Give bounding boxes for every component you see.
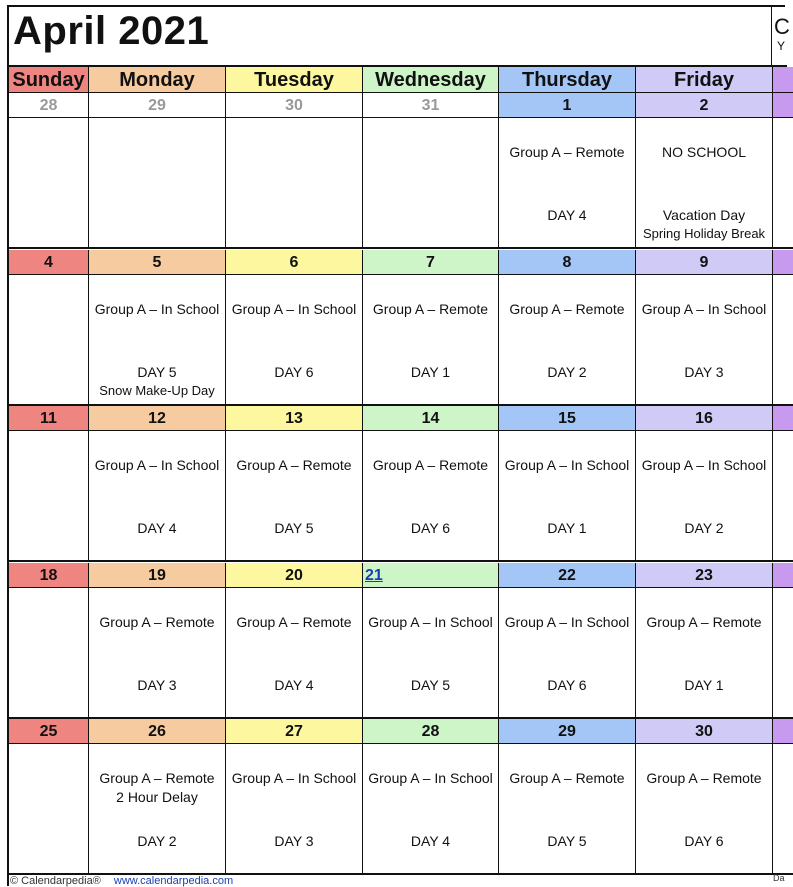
day-rotation: DAY 4 — [410, 833, 451, 849]
group-status: Group A – In School — [641, 457, 767, 473]
date-number: 13 — [226, 406, 363, 431]
date-link-21[interactable]: 21 — [365, 567, 383, 584]
group-status: Group A – Remote — [646, 770, 762, 786]
date-number: 28 — [363, 719, 499, 744]
group-status: Group A – Remote — [99, 770, 215, 786]
footer-copyright: © Calendarpedia® — [10, 875, 101, 887]
weekday-header-friday: Friday — [636, 67, 773, 93]
day-rotation: DAY 5 — [137, 364, 177, 380]
date-number: 26 — [89, 719, 226, 744]
saturday-partial-cell — [773, 406, 793, 431]
date-number: 28 — [9, 93, 89, 118]
date-number: 2 — [636, 93, 773, 118]
day-cell — [363, 431, 499, 562]
weekday-header-monday: Monday — [89, 67, 226, 93]
date-number: 11 — [9, 406, 89, 431]
day-rotation: DAY 5 — [547, 833, 587, 849]
group-status: Group A – In School — [504, 457, 630, 473]
day-rotation: DAY 3 — [137, 677, 177, 693]
group-status: NO SCHOOL — [661, 144, 746, 160]
day-cell — [9, 431, 89, 562]
group-status: Group A – Remote — [236, 614, 352, 630]
date-number: 12 — [89, 406, 226, 431]
date-number: 20 — [226, 563, 363, 588]
day-cell — [89, 118, 226, 249]
day-rotation: DAY 6 — [684, 833, 724, 849]
day-rotation: DAY 1 — [410, 364, 451, 380]
day-cell — [226, 588, 363, 719]
day-cell — [499, 744, 636, 875]
day-cell — [363, 118, 499, 249]
date-number: 31 — [363, 93, 499, 118]
saturday-partial-body — [773, 588, 793, 719]
day-cell — [636, 588, 773, 719]
date-number: 1 — [499, 93, 636, 118]
day-cell — [499, 588, 636, 719]
group-status: Group A – In School — [94, 457, 220, 473]
day-rotation: DAY 4 — [137, 520, 177, 536]
date-number: 27 — [226, 719, 363, 744]
day-rotation: DAY 5 — [410, 677, 451, 693]
date-number: 9 — [636, 250, 773, 275]
saturday-partial-cell — [773, 719, 793, 744]
group-status: Group A – Remote — [646, 614, 762, 630]
date-number: 29 — [89, 93, 226, 118]
title-divider — [771, 7, 772, 67]
day-cell — [363, 588, 499, 719]
group-status: Group A – Remote — [372, 301, 489, 317]
day-rotation: DAY 1 — [684, 677, 724, 693]
saturday-partial-cell — [773, 250, 793, 275]
day-cell — [636, 744, 773, 875]
date-number: 16 — [636, 406, 773, 431]
date-number: 15 — [499, 406, 636, 431]
schedule-note: 2 Hour Delay — [116, 789, 198, 805]
day-cell — [89, 431, 226, 562]
date-number: 8 — [499, 250, 636, 275]
group-status: Group A – In School — [231, 770, 357, 786]
page-title: April 2021 — [13, 9, 210, 53]
day-cell — [499, 118, 636, 249]
footer-right-text: Da — [773, 873, 785, 883]
footer — [0, 872, 785, 886]
day-cell — [226, 744, 363, 875]
day-rotation: DAY 6 — [274, 364, 314, 380]
day-rotation: DAY 2 — [137, 833, 177, 849]
day-rotation: DAY 3 — [684, 364, 724, 380]
group-status: Group A – Remote — [236, 457, 352, 473]
group-status: Group A – Remote — [372, 457, 489, 473]
weekday-header-tuesday: Tuesday — [226, 67, 363, 93]
saturday-partial-cell — [773, 563, 793, 588]
day-cell — [636, 118, 773, 249]
date-number: 23 — [636, 563, 773, 588]
group-status: Group A – In School — [504, 614, 630, 630]
day-rotation: DAY 2 — [684, 520, 724, 536]
date-number: 4 — [9, 250, 89, 275]
day-cell — [9, 275, 89, 406]
day-cell — [9, 118, 89, 249]
date-number: 22 — [499, 563, 636, 588]
group-status: Group A – Remote — [509, 144, 625, 160]
event-note: Spring Holiday Break — [642, 226, 766, 241]
group-status: Group A – Remote — [99, 614, 215, 630]
weekday-header-wednesday: Wednesday — [363, 67, 499, 93]
day-cell — [9, 744, 89, 875]
date-number — [363, 563, 499, 588]
day-cell — [226, 118, 363, 249]
date-number: 6 — [226, 250, 363, 275]
event-note: Snow Make-Up Day — [99, 383, 215, 398]
date-number: 30 — [636, 719, 773, 744]
day-cell — [363, 275, 499, 406]
group-status: Group A – In School — [368, 614, 493, 630]
saturday-partial-body — [773, 744, 793, 875]
date-number: 19 — [89, 563, 226, 588]
weekday-header-sunday: Sunday — [9, 67, 89, 93]
group-status: Group A – In School — [94, 301, 220, 317]
day-cell — [226, 431, 363, 562]
saturday-partial-body — [773, 275, 793, 406]
day-cell — [499, 275, 636, 406]
footer-credit — [10, 875, 233, 887]
day-rotation: DAY 6 — [410, 520, 451, 536]
day-rotation: DAY 4 — [547, 207, 587, 223]
day-cell — [226, 275, 363, 406]
date-number: 29 — [499, 719, 636, 744]
weekday-header-saturday-partial — [773, 67, 793, 93]
date-number: 18 — [9, 563, 89, 588]
day-rotation: DAY 5 — [274, 520, 314, 536]
day-rotation: Vacation Day — [662, 207, 746, 223]
side-panel-subtitle: Y — [777, 39, 786, 53]
saturday-partial-body — [773, 118, 793, 249]
date-number: 30 — [226, 93, 363, 118]
saturday-partial-body — [773, 431, 793, 562]
footer-url-link[interactable]: www.calendarpedia.com — [113, 875, 234, 887]
day-rotation: DAY 2 — [547, 364, 587, 380]
day-rotation: DAY 4 — [274, 677, 314, 693]
calendar-page — [7, 5, 790, 886]
day-rotation: DAY 6 — [547, 677, 587, 693]
day-cell — [89, 744, 226, 875]
side-panel-title: C — [774, 14, 790, 39]
day-cell — [9, 588, 89, 719]
day-cell — [89, 275, 226, 406]
group-status: Group A – Remote — [509, 301, 625, 317]
day-cell — [636, 275, 773, 406]
day-cell — [363, 744, 499, 875]
date-number: 25 — [9, 719, 89, 744]
date-number: 7 — [363, 250, 499, 275]
date-number: 14 — [363, 406, 499, 431]
day-rotation: DAY 3 — [274, 833, 314, 849]
group-status: Group A – In School — [641, 301, 767, 317]
day-cell — [636, 431, 773, 562]
saturday-partial-cell — [773, 93, 793, 118]
day-rotation: DAY 1 — [547, 520, 587, 536]
group-status: Group A – In School — [368, 770, 493, 786]
day-cell — [499, 431, 636, 562]
date-number: 5 — [89, 250, 226, 275]
group-status: Group A – In School — [231, 301, 357, 317]
day-cell — [89, 588, 226, 719]
weekday-header-thursday: Thursday — [499, 67, 636, 93]
group-status: Group A – Remote — [509, 770, 625, 786]
